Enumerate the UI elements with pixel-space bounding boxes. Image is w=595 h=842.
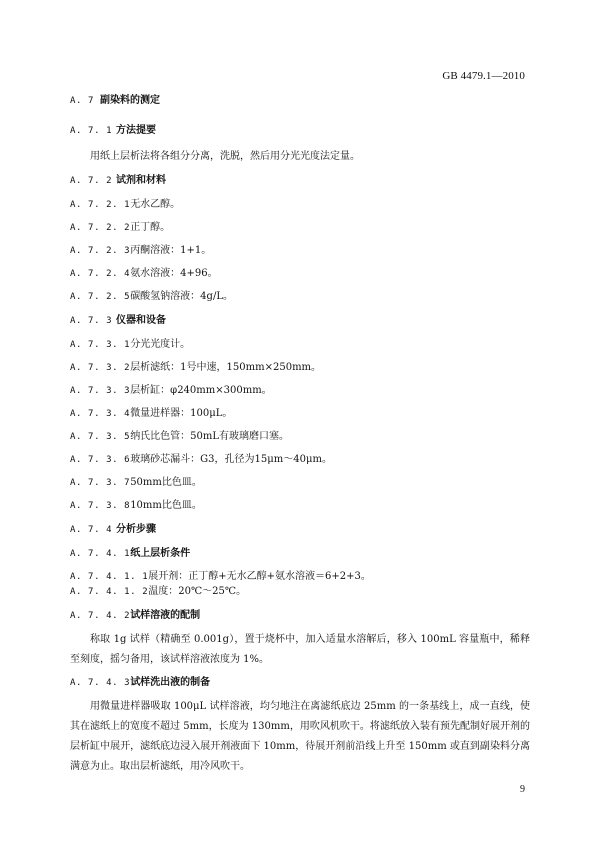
equipment-item [70,430,530,444]
reagent-item [70,221,530,235]
item-text: 分光光度计。 [130,339,191,350]
item-number: A. 7. 4. 1. 1 [70,572,149,582]
item-number: A. 7. 2. 1 [70,200,131,210]
item-text: 50mm比色皿。 [130,477,202,488]
section-a73-heading [70,314,530,328]
section-a7-heading [70,94,530,108]
section-number: A. 7. 3 [70,316,113,326]
section-number: A. 7. 4. 2 [70,611,131,621]
section-title: 副染料的测定 [100,95,160,106]
item-number: A. 7. 3. 5 [70,432,131,442]
section-number: A. 7. 4 [70,525,113,535]
section-title: 试样溶液的配制 [130,610,201,621]
section-title: 分析步骤 [116,524,156,535]
section-title: 试剂和材料 [116,175,166,186]
section-title: 纸上层析条件 [130,548,191,559]
standard-code: GB 4479.1—2010 [442,70,525,82]
section-title: 方法提要 [116,125,156,136]
item-number: A. 7. 3. 4 [70,409,131,419]
item-number: A. 7. 2. 5 [70,292,131,302]
item-text: 正丁醇。 [130,222,171,233]
sample-solution-paragraph: 称取 1g 试样（精确至 0.001g），置于烧杯中，加入适量水溶解后，移入 100mL 容量瓶中，稀释至刻度，摇匀备用，该试样溶液浓度为 1%。 [70,634,530,665]
section-a74-heading [70,523,530,537]
section-number: A. 7. 4. 3 [70,678,131,688]
item-number: A. 7. 3. 3 [70,386,131,396]
reagent-item [70,290,530,304]
reagent-item [70,198,530,212]
item-text: 氨水溶液：4+96。 [130,268,218,279]
item-number: A. 7. 2. 3 [70,246,131,256]
item-number: A. 7. 3. 2 [70,363,131,373]
equipment-item [70,384,530,398]
item-text: 纳氏比色管：50mL有玻璃磨口塞。 [130,431,290,442]
condition-item [70,570,530,584]
item-text: 层析滤纸：1号中速，150mm×250mm。 [130,362,322,373]
section-a741-heading [70,547,530,561]
item-text: 层析缸：φ240mm×300mm。 [130,385,272,396]
equipment-item [70,499,530,513]
section-number: A. 7 [70,96,95,106]
item-number: A. 7. 3. 1 [70,340,131,350]
section-number: A. 7. 2 [70,176,113,186]
equipment-item [70,476,530,490]
equipment-item [70,338,530,352]
page-number: 9 [520,784,525,795]
item-text: 无水乙醇。 [130,199,181,210]
item-text: 10mm比色皿。 [130,500,202,511]
section-title: 仪器和设备 [116,315,166,326]
section-a71-heading [70,124,530,138]
section-number: A. 7. 1 [70,126,113,136]
section-a742-heading [70,609,530,623]
item-number: A. 7. 3. 7 [70,478,131,488]
equipment-item [70,361,530,375]
item-number: A. 7. 4. 1. 2 [70,587,149,597]
item-text: 微量进样器：100μL。 [130,408,233,419]
item-text: 展开剂：正丁醇+无水乙醇+氨水溶液＝6+2+3。 [148,571,371,582]
equipment-item [70,453,530,467]
equipment-item [70,407,530,421]
item-number: A. 7. 2. 4 [70,269,131,279]
item-number: A. 7. 2. 2 [70,223,131,233]
item-number: A. 7. 3. 8 [70,501,131,511]
reagent-item [70,244,530,258]
method-summary-text: 用纸上层析法将各组分分离，洗脱，然后用分光光度法定量。 [90,151,360,162]
section-a743-heading [70,676,530,690]
eluate-preparation-paragraph: 用微量进样器吸取 100μL 试样溶液，均匀地注在离滤纸底边 25mm 的一条基线上，成一直线，使其在滤纸上的宽度不超过 5mm，长度为 130mm，用吹风机吹干。将滤纸放入装有预先配制好展开剂的层析缸中展开，滤纸底边浸入展开剂液面下 10mm，待展开剂前沿线上升至 150mm 或直到副染料分离满意为止。取出层析滤纸，用冷风吹干。 [70,701,530,772]
item-text: 碳酸氢钠溶液：4g/L。 [130,291,233,302]
section-a72-heading [70,174,530,188]
item-number: A. 7. 3. 6 [70,455,131,465]
section-number: A. 7. 4. 1 [70,549,131,559]
condition-item [70,585,530,599]
section-title: 试样洗出液的制备 [130,677,211,688]
item-text: 丙酮溶液：1+1。 [130,245,212,256]
item-text: 玻璃砂芯漏斗：G3，孔径为15μm～40μm。 [130,454,332,465]
item-text: 温度：20℃～25℃。 [148,586,247,597]
reagent-item [70,267,530,281]
